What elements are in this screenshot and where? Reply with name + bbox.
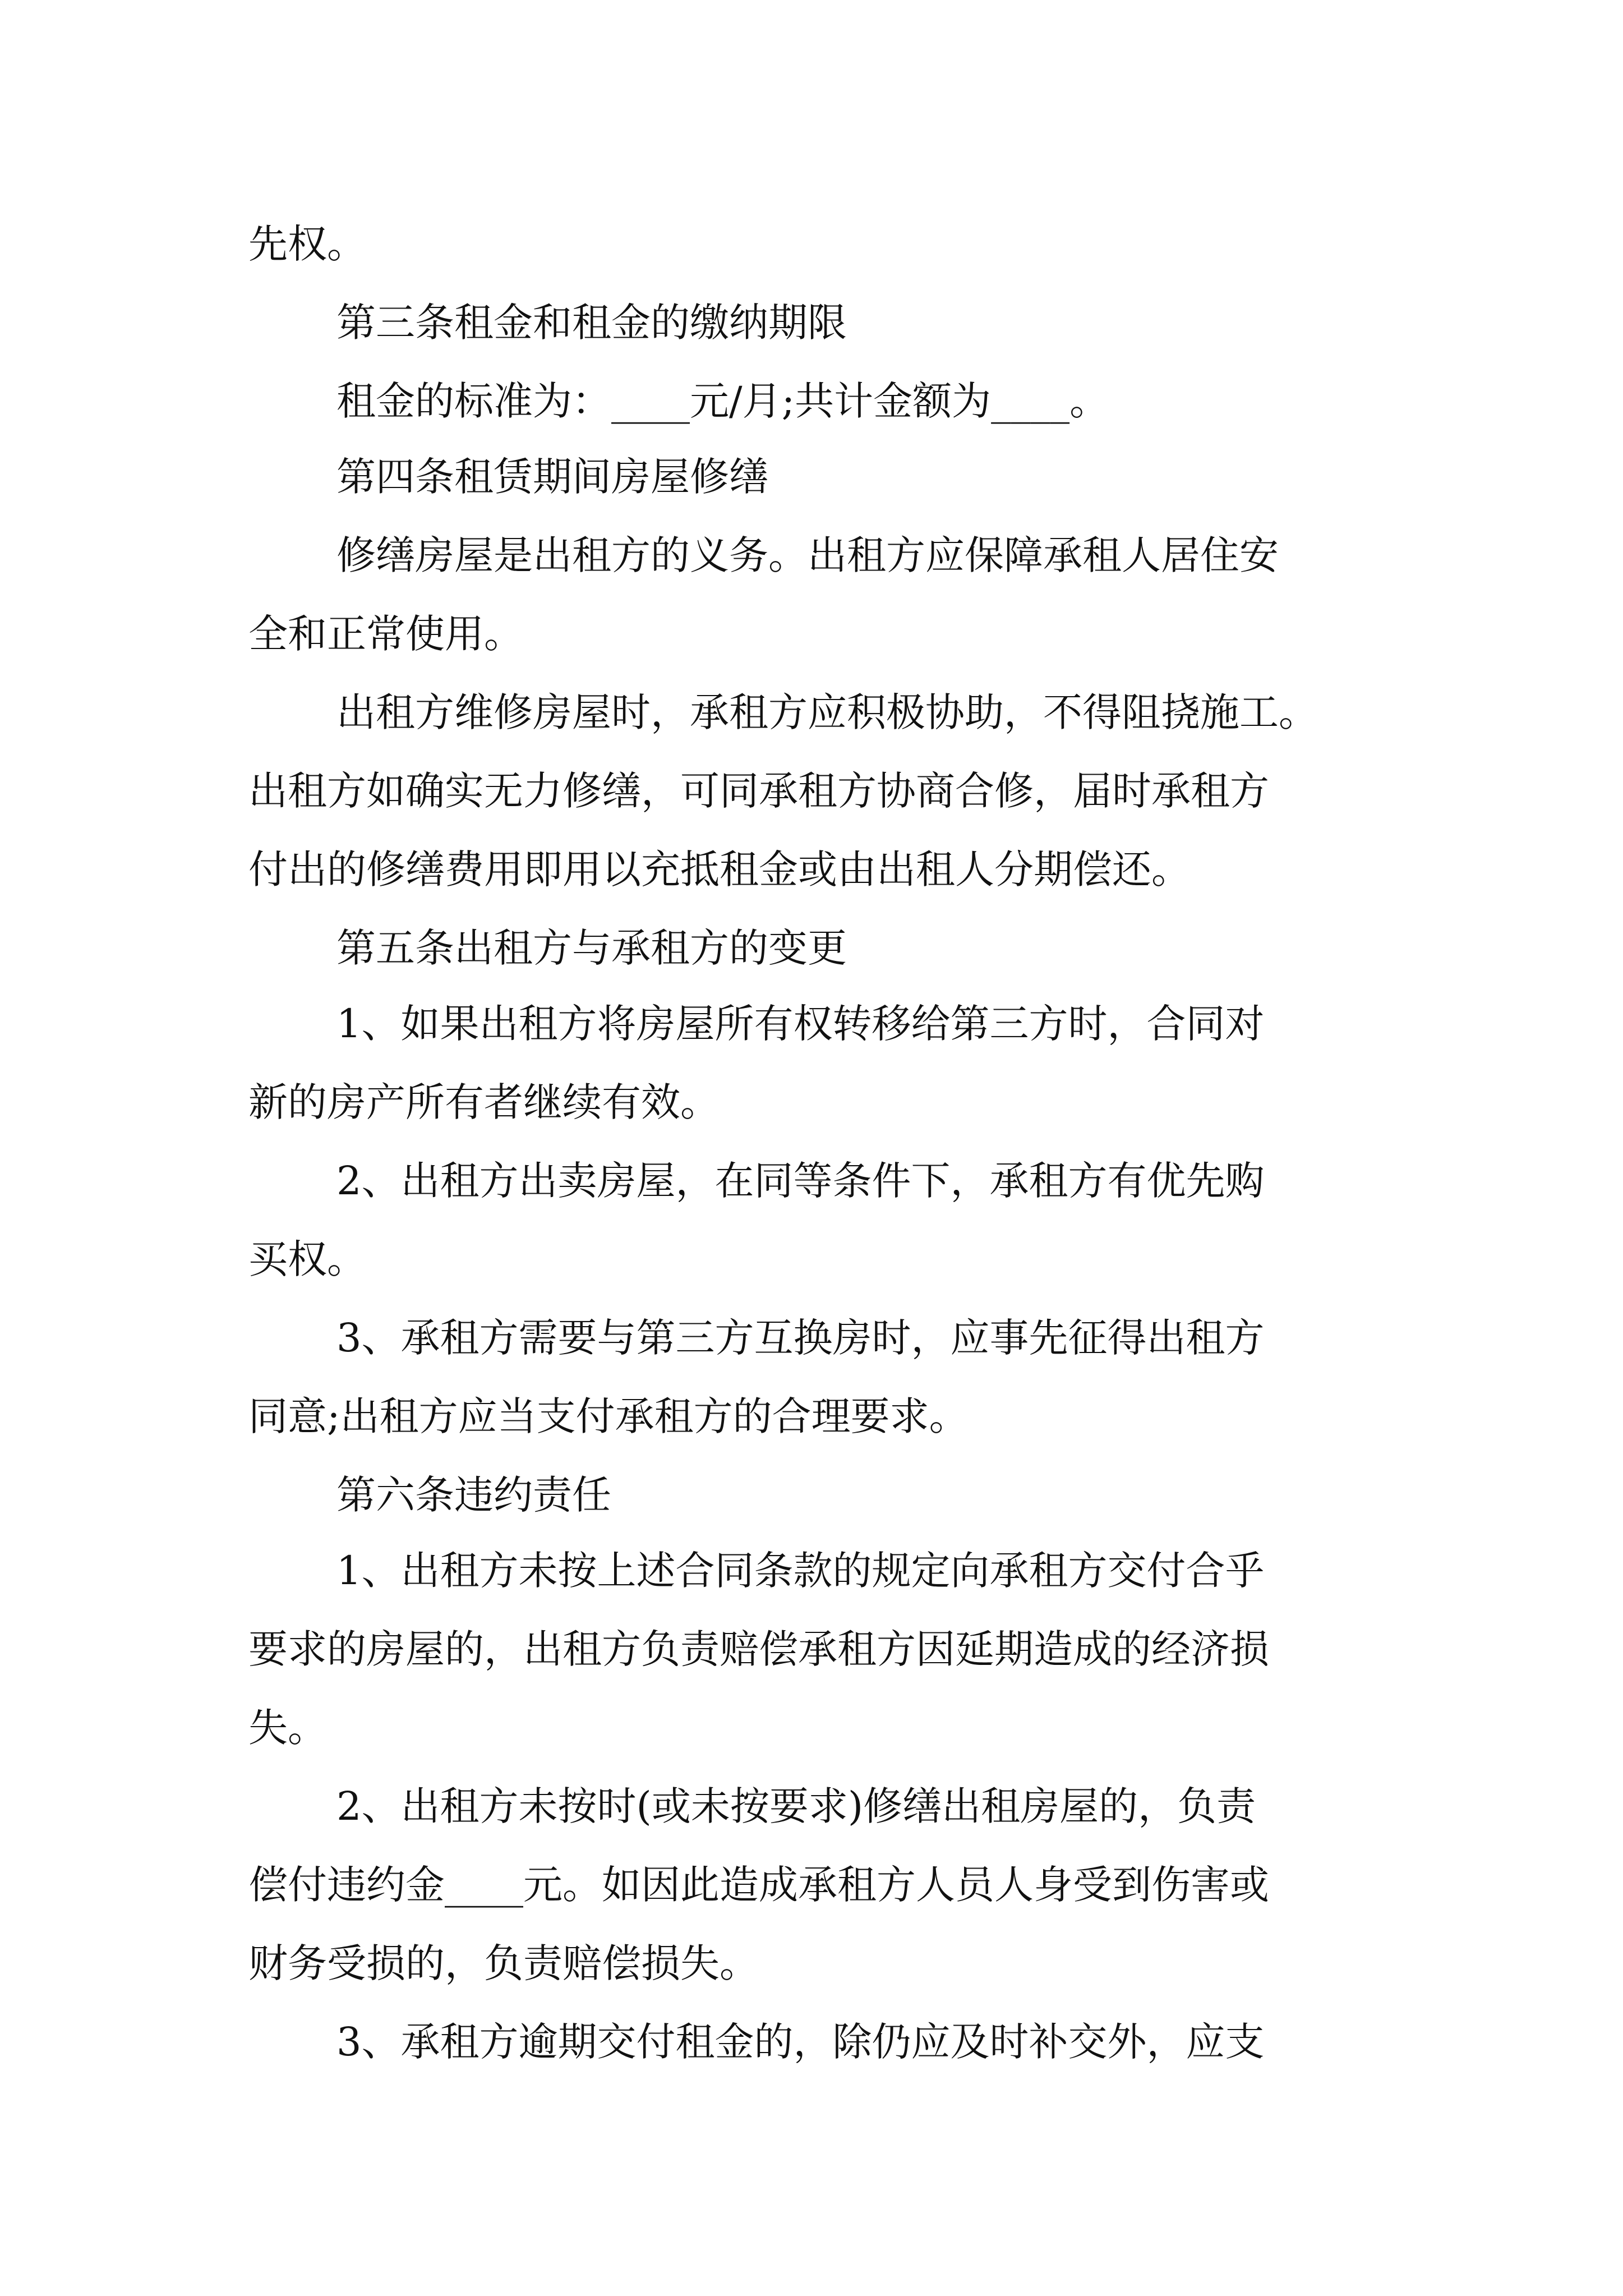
text-line: 新的房产所有者继续有效。 <box>248 1079 720 1125</box>
text-line: 付出的修缮费用即用以充抵租金或由出租人分期偿还。 <box>248 846 1191 892</box>
section-heading: 第三条租金和租金的缴纳期限 <box>336 300 847 346</box>
text-line: 租金的标准为：____元/月;共计金额为____。 <box>336 378 1109 424</box>
text-line: 1、如果出租方将房屋所有权转移给第三方时，合同对 <box>336 1001 1265 1047</box>
section-heading: 第五条出租方与承租方的变更 <box>336 925 847 971</box>
text-line: 买权。 <box>248 1236 366 1282</box>
text-line: 3、承租方逾期交付租金的，除仍应及时补交外，应支 <box>336 2019 1265 2065</box>
text-line: 出租方维修房屋时，承租方应积极协助，不得阻挠施工。 <box>336 689 1318 735</box>
text-line: 3、承租方需要与第三方互换房时，应事先征得出租方 <box>336 1315 1265 1361</box>
text-line: 先权。 <box>248 221 366 267</box>
text-line: 2、出租方出卖房屋，在同等条件下，承租方有优先购 <box>336 1158 1265 1204</box>
section-heading: 第四条租赁期间房屋修缮 <box>336 454 768 500</box>
text-line: 全和正常使用。 <box>248 611 523 657</box>
text-line: 财务受损的，负责赔偿损失。 <box>248 1940 759 1986</box>
text-line: 2、出租方未按时(或未按要求)修缮出租房屋的，负责 <box>336 1783 1256 1829</box>
text-line: 偿付违约金____元。如因此造成承租方人员人身受到伤害或 <box>248 1862 1269 1908</box>
text-line: 同意;出租方应当支付承租方的合理要求。 <box>248 1393 969 1439</box>
text-line: 1、出租方未按上述合同条款的规定向承租方交付合乎 <box>336 1548 1265 1594</box>
text-line: 出租方如确实无力修缮，可同承租方协商合修，届时承租方 <box>248 768 1269 814</box>
text-line: 失。 <box>248 1705 327 1751</box>
text-line: 要求的房屋的，出租方负责赔偿承租方因延期造成的经济损 <box>248 1626 1269 1672</box>
text-line: 修缮房屋是出租方的义务。出租方应保障承租人居住安 <box>336 532 1279 578</box>
section-heading: 第六条违约责任 <box>336 1472 611 1518</box>
